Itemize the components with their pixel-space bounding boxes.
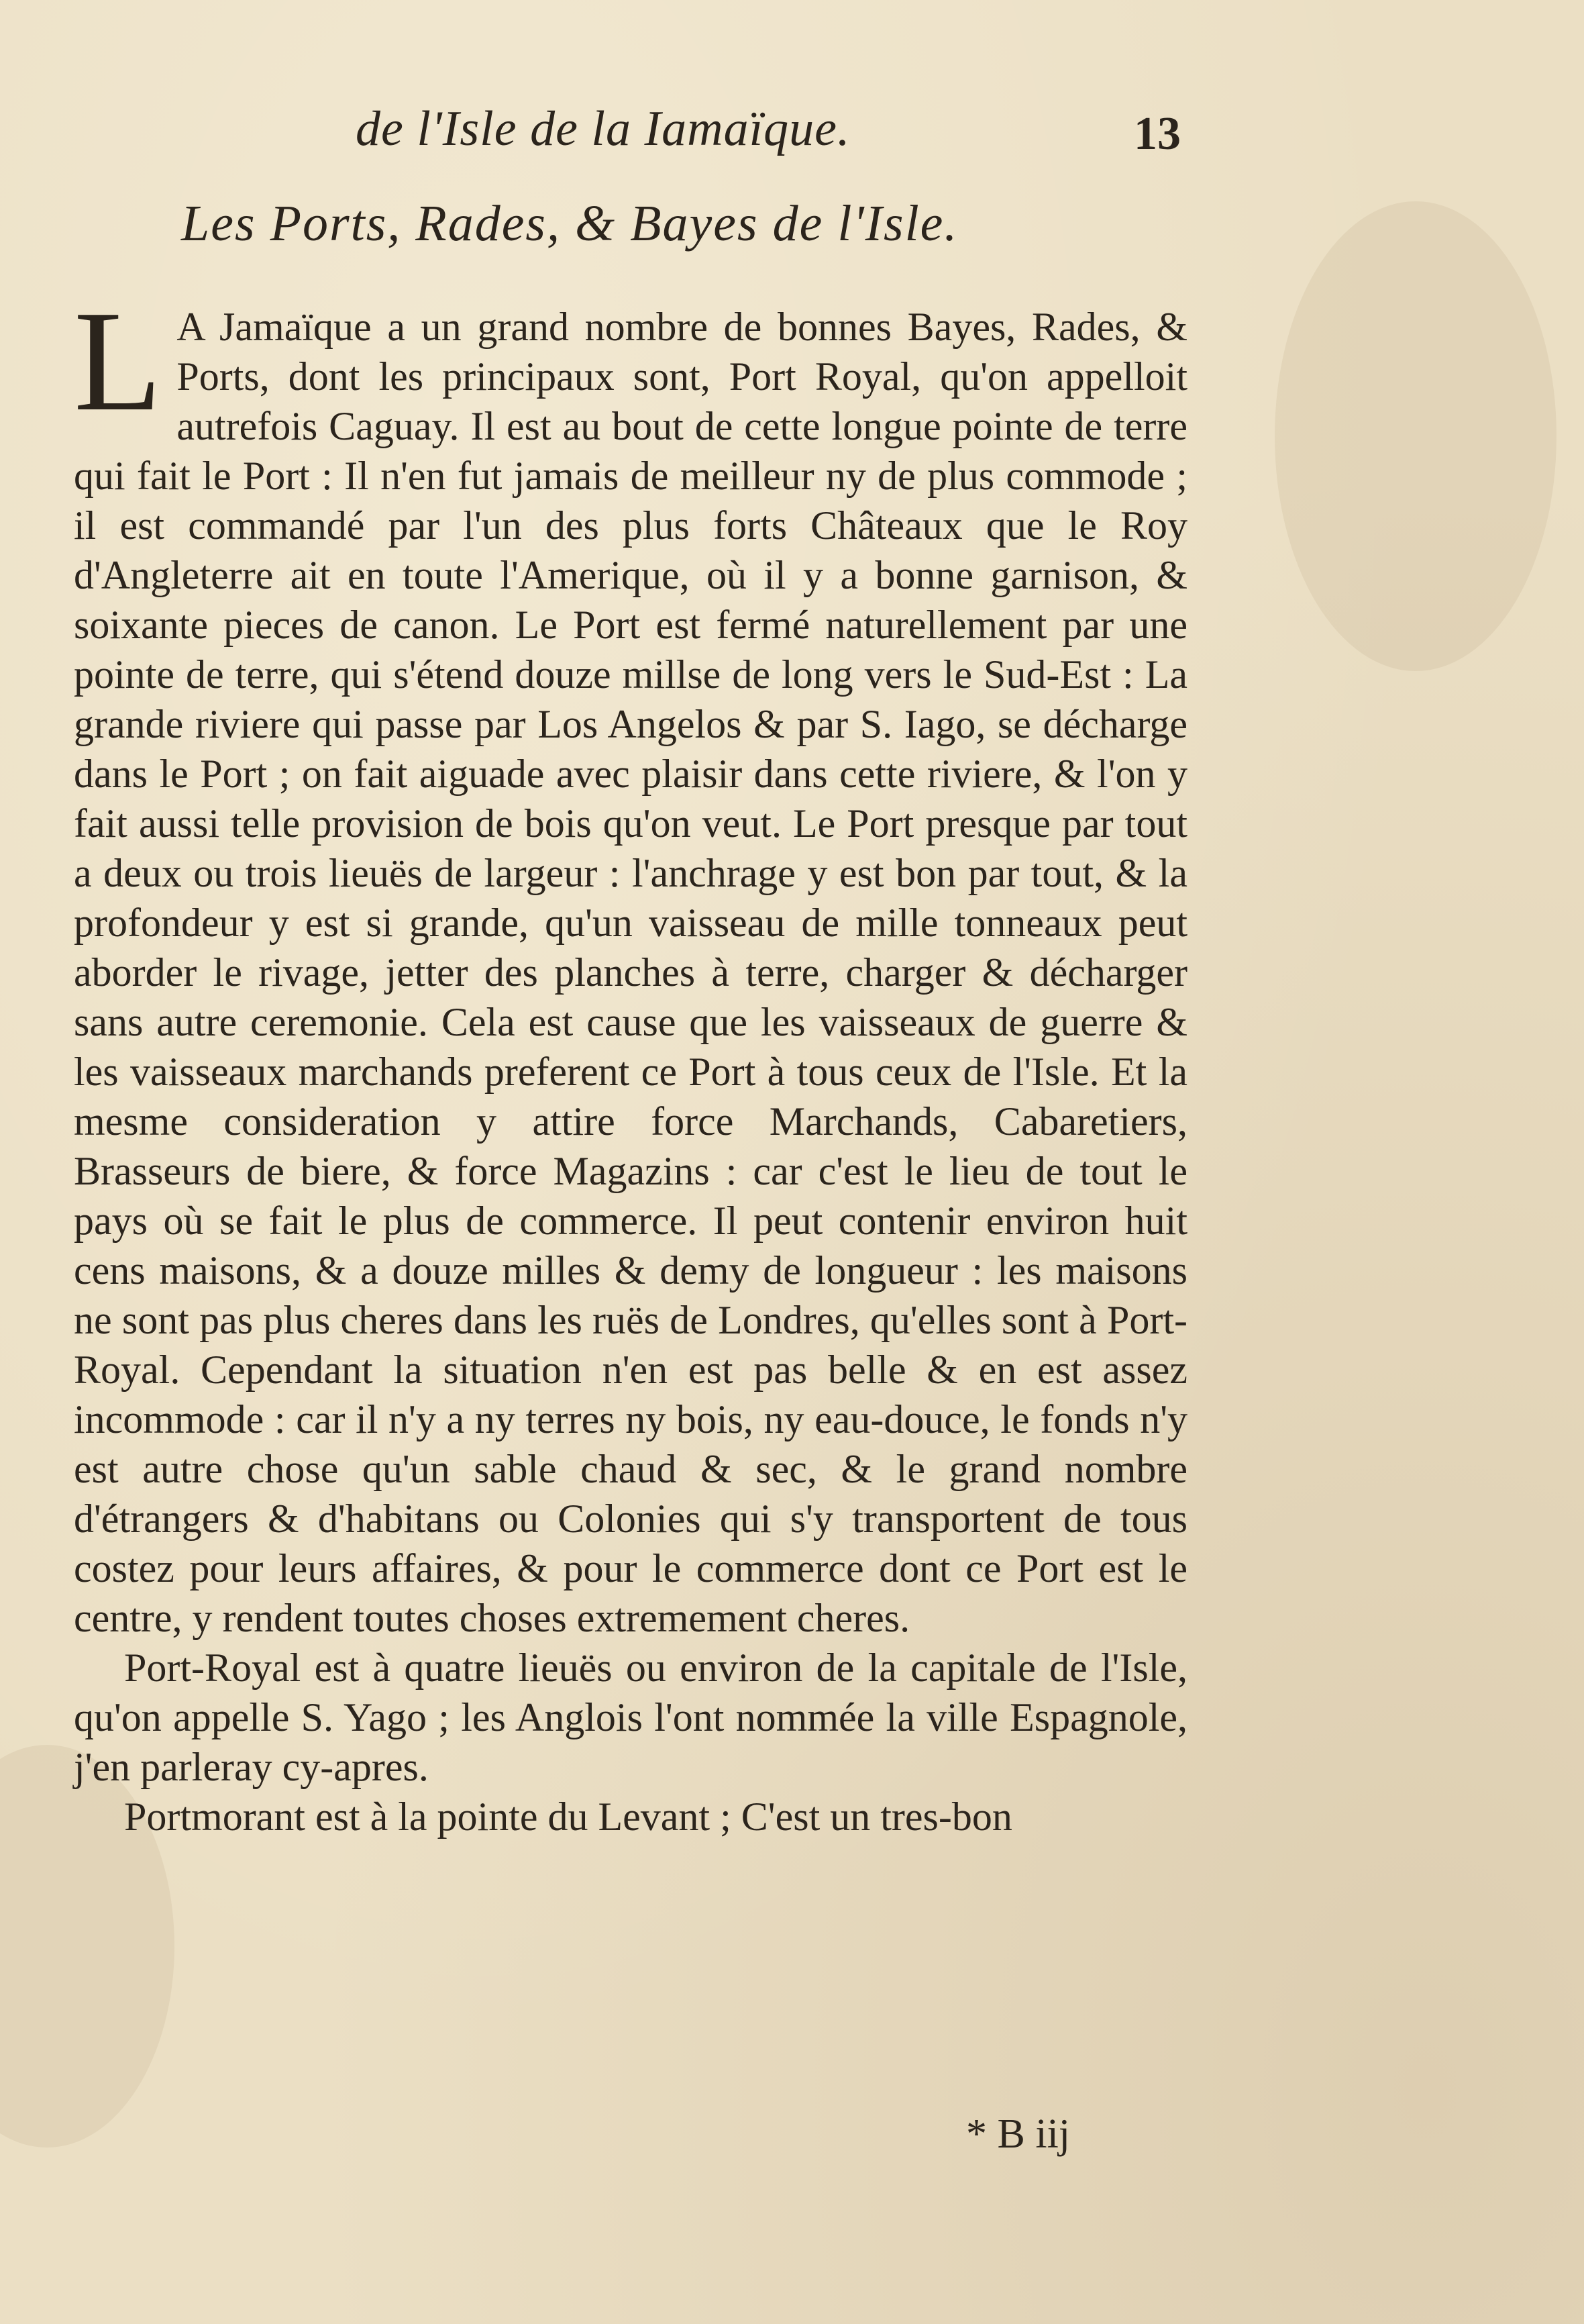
section-title: Les Ports, Rades, & Bayes de l'Isle.: [181, 195, 959, 252]
paragraph: A Jamaïque a un grand nombre de bonnes Bayes, Rades, & Ports, dont les principaux sont, Port Royal, qu'on appelloit autrefois Caguay. Il est au bout de cette longue pointe de terre qui fait le Port : Il n'en fut jamais de meilleur ny de plus commode ; il est commandé par l'un des plus forts Châteaux que le Roy d'Angleterre ait en toute l'Amerique, où il y a bonne garnison, & soixante pieces de canon. Le Port est fermé naturellement par une pointe de terre, qui s'étend douze millse de long vers le Sud-Est : La grande riviere qui passe par Los Angelos & par S. Iago, se décharge dans le Port ; on fait aiguade avec plaisir dans cette riviere, & l'on y fait aussi telle provision de bois qu'on veut. Le Port presque par tout a deux ou trois lieuës de largeur : l'anchrage y est bon par tout, & la profondeur y est si grande, qu'un vaisseau de mille tonneaux peut aborder le rivage, jetter des planches à terre, charger & décharger sans autre ceremonie. Cela est cause que les vaisseaux de guerre & les vaisseaux marchands preferent ce Port à tous ceux de l'Isle. Et la mesme consideration y attire force Marchands, Cabaretiers, Brasseurs de biere, & force Magazins : car c'est le lieu de tout le pays où se fait le plus de commerce. Il peut contenir environ huit cens maisons, & a douze milles & demy de longueur : les maisons ne sont pas plus cheres dans les ruës de Londres, qu'elles sont à Port-Royal. Cependant la situation n'en est pas belle & en est assez incommode : car il n'y a ny terres ny bois, ny eau-douce, le fonds n'y est autre chose qu'un sable chaud & sec, & le grand nombre d'étrangers & d'habitans ou Colonies qui s'y transportent de tous costez pour leurs affaires, & pour le commerce dont ce Port est le centre, y rendent toutes choses extremement cheres.: [74, 305, 1187, 1640]
signature-mark: * B iij: [966, 2111, 1071, 2157]
drop-cap: L: [74, 281, 162, 441]
paper-stain: [1275, 201, 1556, 671]
body-text: [74, 281, 1187, 1841]
running-head: de l'Isle de la Iamaïque.: [356, 101, 851, 156]
page-number: 13: [1134, 108, 1181, 160]
paragraph: Portmorant est à la pointe du Levant ; C'est un tres-bon: [124, 1795, 1012, 1839]
paragraph: Port-Royal est à quatre lieuës ou environ de la capitale de l'Isle, qu'on appelle S. Yago ; les Anglois l'ont nommée la ville Espagnole, j'en parleray cy-apres.: [74, 1646, 1187, 1789]
